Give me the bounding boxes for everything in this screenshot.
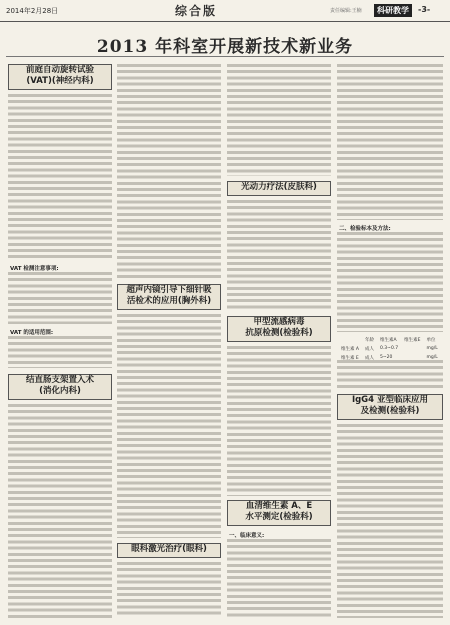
article-title: 光动力疗法(皮肤科): [241, 182, 317, 192]
table-cell: [402, 345, 422, 352]
subhead: 二、检验标本及方法:: [339, 226, 391, 232]
article-box-flu: [227, 316, 331, 342]
article-body: [8, 404, 112, 618]
article-body: [227, 346, 331, 496]
table-cell: mg/L: [426, 355, 438, 360]
table-cell: 成人: [365, 355, 375, 361]
article-box-stent: [8, 374, 112, 400]
article-body: [117, 562, 221, 618]
article-title: 眼科激光治疗(眼科): [131, 544, 207, 554]
subhead: 一、临床意义:: [229, 533, 265, 539]
article-body: [8, 336, 112, 368]
table-header-row: [339, 336, 440, 343]
table-cell: 年龄: [365, 337, 375, 343]
section-tag: 科研教学: [374, 4, 412, 17]
article-subtitle: 及检测(检验科): [360, 406, 420, 416]
article-box-eus: [117, 284, 221, 310]
article-box-vat: [8, 64, 112, 90]
article-body: [117, 314, 221, 538]
article-body: [227, 64, 331, 176]
editor-credit: 责任编辑:王楠: [330, 8, 362, 14]
article-body: [227, 200, 331, 310]
table-cell: 维生素 A: [341, 346, 360, 352]
page-header: [0, 0, 450, 22]
article-body: [227, 539, 331, 618]
table-cell: 维生素 E: [341, 355, 359, 361]
article-subtitle: 水平测定(检验科): [245, 512, 313, 522]
section-title: 综合版: [175, 4, 218, 18]
article-subtitle: (VAT)(神经内科): [26, 76, 94, 86]
article-subtitle: 抗原检测(检验科): [245, 328, 313, 338]
table-cell: [339, 336, 361, 343]
article-body: [8, 94, 112, 260]
article-body: [337, 424, 443, 618]
article-body: [8, 272, 112, 324]
article-title: 结直肠支架置入术: [25, 375, 94, 385]
article-box-igg4: [337, 394, 443, 420]
reference-table: [337, 334, 442, 363]
table-cell: 单位: [426, 337, 436, 343]
article-subtitle: 活检术的应用(胸外科): [126, 296, 212, 306]
table-cell: 成人: [365, 346, 375, 352]
article-title: 前庭自动旋转试验: [25, 65, 94, 75]
article-title: 甲型流感病毒: [253, 317, 305, 327]
main-headline: 2013 年科室开展新技术新业务: [96, 37, 354, 57]
article-subtitle: (消化内科): [39, 386, 81, 396]
article-body: [337, 360, 443, 388]
article-body: [337, 232, 443, 332]
article-box-vitamin: [227, 500, 331, 526]
article-box-laser: [117, 543, 221, 558]
subhead: VAT 的适用范围:: [10, 330, 54, 336]
page-number: -3-: [418, 5, 431, 14]
issue-date: 2014年2月28日: [6, 7, 59, 15]
article-title: 超声内镜引导下细针吸: [126, 285, 212, 295]
table-row: [339, 345, 440, 352]
article-box-pdt: [227, 181, 331, 196]
article-body: [117, 64, 221, 278]
article-title: 血清维生素 A、E: [245, 501, 313, 511]
table-cell: 维生素E: [404, 337, 421, 343]
article-title: IgG4 亚型临床应用: [351, 395, 429, 405]
table-cell: mg/L: [426, 346, 438, 351]
title-rule: [6, 56, 444, 57]
subhead: VAT 检测注意事项:: [10, 266, 59, 272]
table-cell: 维生素A: [380, 337, 397, 343]
table-cell: 0.3~0.7: [380, 346, 399, 351]
table-cell: 5~20: [380, 355, 393, 360]
article-body: [337, 64, 443, 220]
